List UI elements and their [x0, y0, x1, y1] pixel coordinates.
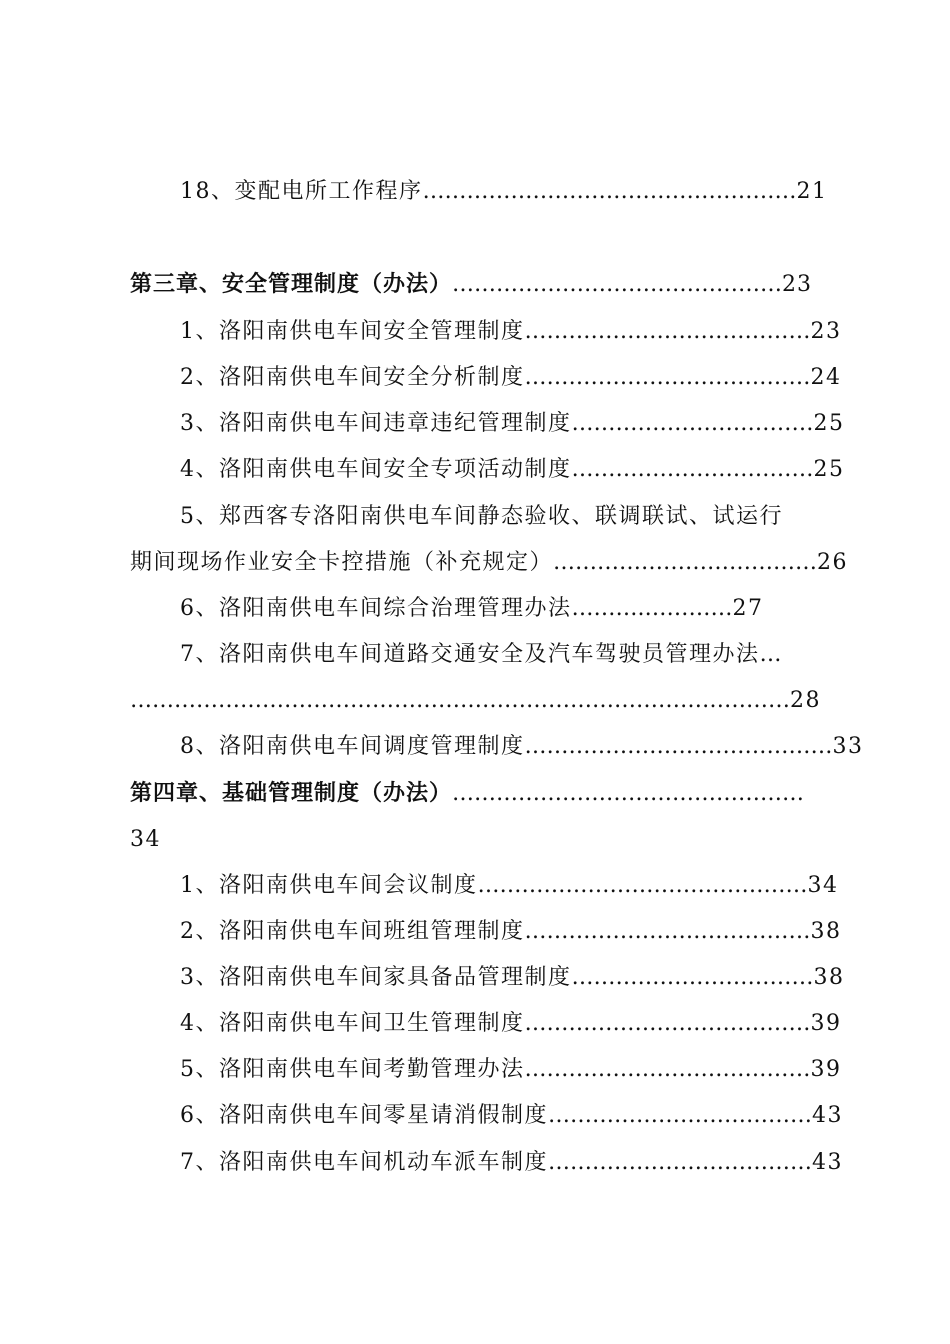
toc-page-number: 43 — [812, 1150, 843, 1175]
toc-page-number: 43 — [812, 1103, 843, 1128]
toc-entry-title: 7、洛阳南供电车间道路交通安全及汽车驾驶员管理办法… — [180, 642, 783, 667]
toc-page-number: 34 — [130, 827, 161, 852]
toc-entry-title: 3、洛阳南供电车间违章违纪管理制度 — [180, 411, 572, 436]
toc-chapter-heading — [130, 780, 804, 808]
toc-leader-dots: ……….………… — [571, 596, 733, 621]
toc-entry — [180, 595, 764, 623]
toc-chapter-title: 第四章、基础管理制度（办法） — [130, 781, 453, 806]
toc-page-number: 39 — [810, 1057, 842, 1082]
toc-leader-dots: ………………………………… — [524, 365, 811, 390]
toc-entry-title: 6、洛阳南供电车间综合治理管理办法 — [180, 596, 572, 621]
toc-leader-dots: ……………………………………… — [452, 272, 783, 297]
toc-entry-title: 2、洛阳南供电车间安全分析制度 — [180, 365, 525, 390]
toc-entry — [180, 456, 845, 484]
toc-leader-dots: ………………………………… — [524, 919, 811, 944]
toc-leader-dots: …………………………… — [571, 411, 814, 436]
toc-entry — [180, 964, 845, 992]
toc-entry-title: 7、洛阳南供电车间机动车派车制度 — [180, 1150, 548, 1175]
toc-leader-dots: …………………………… — [571, 457, 814, 482]
toc-entry-title: 1、洛阳南供电车间会议制度 — [180, 873, 478, 898]
toc-entry — [180, 872, 839, 900]
toc-entry — [180, 1102, 843, 1130]
toc-entry-title: 期间现场作业安全卡控措施（补充规定） — [130, 550, 554, 575]
toc-page-number: 39 — [810, 1011, 842, 1036]
toc-entry — [180, 178, 828, 206]
toc-leader-dots: ……………………………………………………………………………… — [130, 688, 790, 713]
toc-leader-dots: ………………………………………… — [452, 781, 805, 806]
toc-page-number: 34 — [807, 873, 839, 898]
toc-entry-title: 4、洛阳南供电车间安全专项活动制度 — [180, 457, 572, 482]
toc-leader-dots: ………………………………… — [524, 1011, 811, 1036]
toc-chapter-heading — [130, 271, 812, 299]
toc-entry — [180, 918, 842, 946]
toc-entry-title: 5、洛阳南供电车间考勤管理办法 — [180, 1057, 525, 1082]
toc-page-number: 21 — [796, 179, 828, 204]
toc-page-number: 25 — [813, 411, 845, 436]
toc-entry-title: 4、洛阳南供电车间卫生管理制度 — [180, 1011, 525, 1036]
toc-leader-dots: ……………………………………… — [477, 873, 808, 898]
toc-entry — [180, 364, 842, 392]
toc-entry-title: 2、洛阳南供电车间班组管理制度 — [180, 919, 525, 944]
toc-entry — [180, 1149, 843, 1177]
toc-leader-dots: …………………………… — [571, 965, 814, 990]
toc-entry-title: 6、洛阳南供电车间零星请消假制度 — [180, 1103, 548, 1128]
toc-entry-title: 8、洛阳南供电车间调度管理制度 — [180, 734, 525, 759]
toc-leader-dots: ……………………………… — [548, 1103, 812, 1128]
toc-page-number: 23 — [782, 272, 813, 297]
toc-entry-title: 5、郑西客专洛阳南供电车间静态验收、联调联试、试运行 — [180, 504, 783, 529]
toc-entry-line2 — [130, 687, 821, 715]
toc-chapter-title: 第三章、安全管理制度（办法） — [130, 272, 453, 297]
toc-leader-dots: ………………………………… — [524, 1057, 811, 1082]
toc-page-number: 28 — [790, 688, 821, 713]
toc-leader-dots: …………………………………… — [524, 734, 833, 759]
toc-leader-dots: ………………………………… — [524, 319, 811, 344]
toc-page-number: 33 — [832, 734, 864, 759]
toc-entry-title: 18、变配电所工作程序 — [180, 179, 423, 204]
toc-page-number: 23 — [810, 319, 842, 344]
toc-entry — [180, 410, 845, 438]
toc-entry — [180, 1056, 842, 1084]
toc-leader-dots: ……………………………… — [553, 550, 818, 575]
toc-page-number: 27 — [732, 596, 764, 621]
toc-page-number: 24 — [810, 365, 842, 390]
toc-page-number: 38 — [810, 919, 842, 944]
toc-leader-dots: …………………………………………… — [422, 179, 797, 204]
toc-entry — [180, 733, 864, 761]
toc-entry-title: 1、洛阳南供电车间安全管理制度 — [180, 319, 525, 344]
toc-entry-line1 — [180, 641, 783, 669]
toc-entry-title: 3、洛阳南供电车间家具备品管理制度 — [180, 965, 572, 990]
toc-entry — [180, 1010, 842, 1038]
toc-leader-dots: ……………………………… — [548, 1150, 812, 1175]
toc-page-number: 26 — [817, 550, 849, 575]
toc-entry — [180, 318, 842, 346]
toc-page-number: 25 — [813, 457, 845, 482]
toc-page-number: 38 — [813, 965, 845, 990]
toc-chapter-page-line — [130, 826, 161, 854]
toc-entry-line2 — [130, 549, 848, 577]
toc-entry-line1 — [180, 503, 783, 531]
